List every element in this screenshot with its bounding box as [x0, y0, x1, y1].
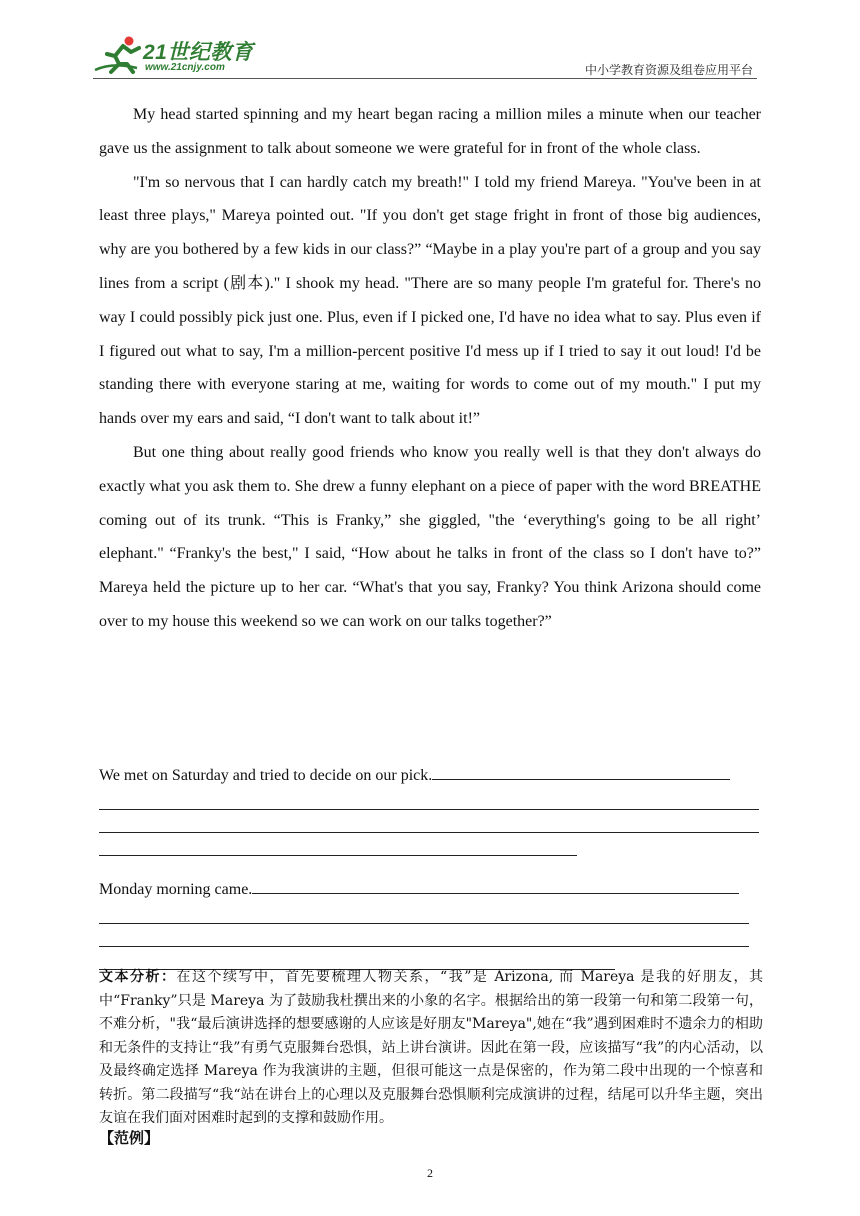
example-heading: 【范例】 — [99, 1129, 160, 1147]
answer-line[interactable] — [99, 901, 749, 924]
logo-title: 21世纪教育 — [143, 41, 254, 64]
site-logo — [93, 34, 263, 76]
logo-url: www.21cnjy.com — [145, 62, 225, 73]
analysis-text: 在这个续写中，首先要梳理人物关系，“我”是 Arizona, 而 Mareya 是我的好朋友，其中“Franky”只是 Mareya 为了鼓励我杜撰出来的小象的名字。根据给出的第一段第一句和第二段第一句，不难分析，"我“最后演讲选择的想要感谢的人应该是好朋友"Mareya",她在“我”遇到困难时不遗余力的相助和无条件的支持让“我”有勇气克服舞台恐惧，站上讲台演讲。因此在第一段，应该描写“我”的内心活动，以及最终确定选择 Mareya 作为我演讲的主题，但很可能这一点是保密的，作为第二段中出现的一个惊喜和转折。第二段描写“我“站在讲台上的心理以及克服舞台恐惧顺利完成演讲的过程，结尾可以升华主题，突出友谊在我们面对困难时起到的支撑和鼓励作用。 — [99, 969, 763, 1126]
answer-blank[interactable] — [252, 876, 739, 894]
continuation-prompt: Monday morning came. — [99, 881, 253, 898]
text-analysis — [99, 966, 763, 1131]
header-divider — [93, 78, 757, 79]
answer-line[interactable] — [99, 833, 577, 856]
continuation-paragraph-1 — [99, 762, 759, 856]
answer-line[interactable] — [99, 787, 759, 810]
story-paragraph: "I'm so nervous that I can hardly catch my breath!" I told my friend Mareya. "You've been in at least three plays," Mareya pointed out. "If you don't get stage fright in front of those big audiences, why are you bothered by a few kids in our class?” “Maybe in a play you're part of a group and you say lines from a script (剧本)." I shook my head. "There are so many people I'm grateful for. There's no way I could possibly pick just one. Plus, even if I picked one, I'd have no idea what to say. Plus even if I figured out what to say, I'm a million-percent positive I'd mess up if I tried to say it out loud! I'd be standing there with everyone staring at me, waiting for words to come out of my mouth." I put my hands over my ears and said, “I don't want to talk about it!” — [99, 173, 761, 428]
story-paragraph: My head started spinning and my heart began racing a million miles a minute when our teacher gave us the assignment to talk about someone we were grateful for in front of the whole class. — [99, 106, 761, 157]
analysis-label: 文本分析： — [99, 969, 177, 985]
page-number: 2 — [427, 1166, 433, 1180]
story-text — [99, 98, 761, 639]
story-paragraph: But one thing about really good friends who know you really well is that they don't always do exactly what you ask them to. She drew a funny elephant on a piece of paper with the word BREATHE coming out of its trunk. “This is Franky,” she giggled, "the ‘everything's going to be all right’ elephant." “Franky's the best," I said, “How about he talks in front of the class so I don't have to?” Mareya held the picture up to her car. “What's that you say, Franky? You think Arizona should come over to my house this weekend so we can work on our talks together?” — [99, 443, 761, 630]
page-header — [93, 30, 757, 80]
platform-name: 中小学教育资源及组卷应用平台 — [584, 63, 753, 77]
answer-line[interactable] — [99, 810, 759, 833]
continuation-paragraph-2 — [99, 876, 759, 970]
runner-icon — [93, 34, 149, 76]
continuation-prompt: We met on Saturday and tried to decide on our pick. — [99, 767, 433, 784]
answer-line[interactable] — [99, 924, 749, 947]
answer-blank[interactable] — [432, 762, 730, 780]
